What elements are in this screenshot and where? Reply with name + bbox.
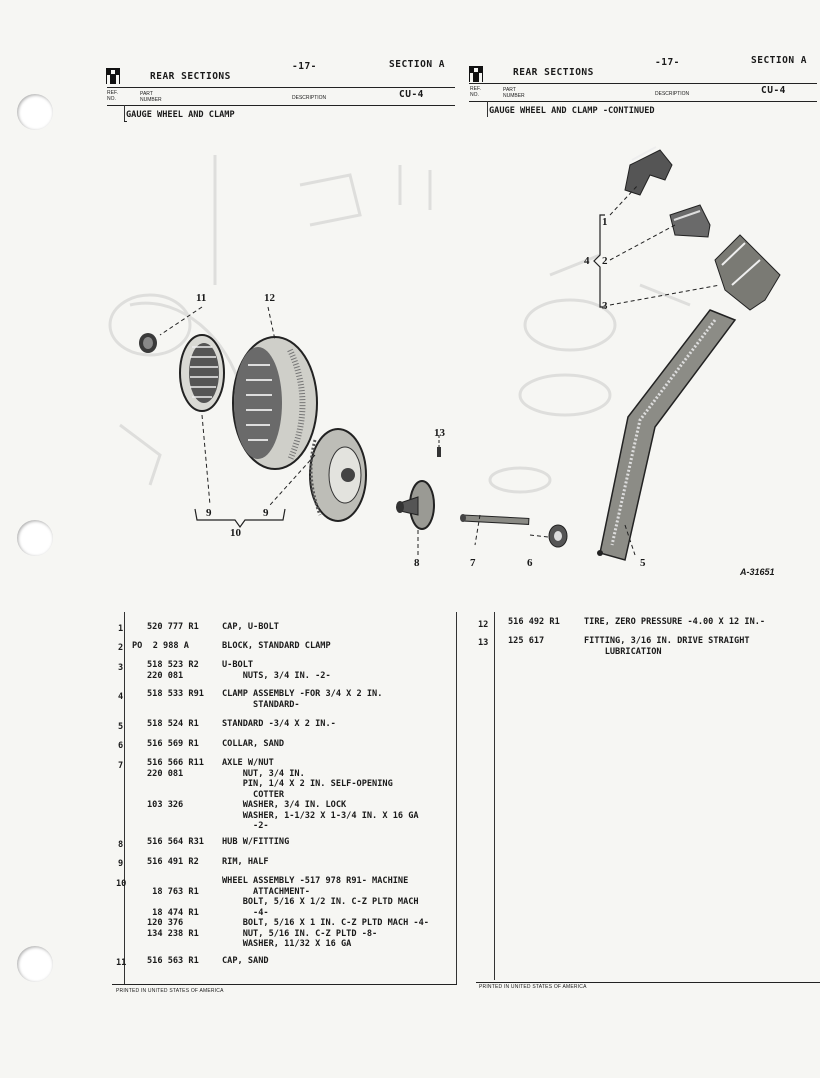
hub-part bbox=[396, 481, 434, 529]
left-desc-column-rule bbox=[456, 612, 457, 984]
left-col-part: PART NUMBER bbox=[140, 91, 162, 103]
part-number: 516 563 R1 bbox=[147, 956, 199, 966]
left-exploded-diagram bbox=[100, 125, 470, 555]
part-description: STANDARD -3/4 X 2 IN.- bbox=[222, 719, 336, 729]
right-section-title: REAR SECTIONS bbox=[513, 67, 594, 78]
right-footer: PRINTED IN UNITED STATES OF AMERICA bbox=[479, 984, 587, 990]
callout-6: 6 bbox=[527, 557, 533, 569]
ref-number: 11 bbox=[116, 958, 127, 968]
punch-hole bbox=[17, 94, 53, 130]
right-header-rule bbox=[469, 83, 817, 84]
part-number: 518 523 R2 220 081 bbox=[147, 660, 199, 681]
left-section-label: SECTION A bbox=[389, 59, 445, 70]
left-section-title: REAR SECTIONS bbox=[150, 71, 231, 82]
punch-hole bbox=[17, 946, 53, 982]
callout-1: 1 bbox=[602, 216, 608, 228]
rim-half-right-part bbox=[310, 429, 366, 521]
bleed-through-shadow bbox=[490, 255, 690, 492]
right-page-number: -17- bbox=[655, 57, 680, 68]
part-number: 125 617 bbox=[508, 636, 545, 646]
left-header-rule bbox=[107, 87, 455, 88]
right-group-title: GAUGE WHEEL AND CLAMP -CONTINUED bbox=[489, 106, 655, 116]
ref-number: 9 bbox=[118, 859, 124, 869]
callout-7: 7 bbox=[470, 557, 476, 569]
ref-number: 3 bbox=[118, 663, 124, 673]
ref-number: 8 bbox=[118, 840, 124, 850]
standard-bar-part bbox=[597, 310, 735, 560]
ref-number: 7 bbox=[118, 761, 124, 771]
right-exploded-diagram bbox=[460, 135, 800, 585]
callout-10: 10 bbox=[230, 527, 241, 539]
u-bolt-cap-part bbox=[625, 147, 672, 195]
right-header-rule-bottom bbox=[469, 101, 817, 102]
left-header-rule-bottom bbox=[107, 105, 455, 106]
right-ref-column-rule-lower bbox=[494, 612, 495, 980]
part-description: CAP, U-BOLT bbox=[222, 622, 279, 632]
callout-2: 2 bbox=[602, 255, 608, 267]
collar-part bbox=[549, 525, 567, 547]
part-description: U-BOLT NUTS, 3/4 IN. -2- bbox=[222, 660, 331, 681]
u-bolt-part bbox=[715, 235, 780, 310]
ih-logo-icon bbox=[469, 66, 483, 82]
left-group-title: GAUGE WHEEL AND CLAMP bbox=[126, 110, 235, 120]
callout-4: 4 bbox=[584, 255, 590, 267]
part-description: WHEEL ASSEMBLY -517 978 R91- MACHINE ATTACHMENT- BOLT, 5/16 X 1/2 IN. C-Z PLTD MACH -4- BOLT, 5/16 X 1 IN. C-Z PLTD MACH -4- NUT, 5/16 IN. C-Z PLTD -8- WASHER, 11/32 X 16 GA bbox=[222, 876, 429, 949]
left-group-title-rule bbox=[124, 121, 127, 122]
callout-5: 5 bbox=[640, 557, 646, 569]
callout-8: 8 bbox=[414, 557, 420, 569]
ref-number: 6 bbox=[118, 741, 124, 751]
callout-13: 13 bbox=[434, 427, 445, 439]
punch-hole bbox=[17, 520, 53, 556]
left-page-number: -17- bbox=[292, 61, 317, 72]
right-col-ref: REF. NO. bbox=[470, 86, 481, 98]
part-number: 518 533 R91 bbox=[147, 689, 204, 699]
right-ref-column-rule bbox=[487, 101, 488, 117]
part-number: 516 569 R1 bbox=[147, 739, 199, 749]
sand-cap-part bbox=[139, 333, 157, 353]
standard-clamp-block-part bbox=[670, 205, 710, 237]
ref-number: 13 bbox=[478, 638, 489, 648]
part-description: COLLAR, SAND bbox=[222, 739, 285, 749]
part-description: CAP, SAND bbox=[222, 956, 269, 966]
left-ref-column-rule bbox=[124, 105, 125, 121]
right-section-label: SECTION A bbox=[751, 55, 807, 66]
figure-number: A-31651 bbox=[740, 567, 775, 577]
right-bottom-rule bbox=[476, 982, 820, 983]
callout-9-left: 9 bbox=[206, 507, 212, 519]
part-number: PO 2 988 A bbox=[132, 641, 189, 651]
part-number: 520 777 R1 bbox=[147, 622, 199, 632]
part-description: RIM, HALF bbox=[222, 857, 269, 867]
right-col-part: PART NUMBER bbox=[503, 87, 525, 99]
ih-logo-icon bbox=[106, 68, 120, 84]
callout-9-right: 9 bbox=[263, 507, 269, 519]
right-col-desc: DESCRIPTION bbox=[655, 91, 690, 97]
ref-number: 1 bbox=[118, 624, 124, 634]
ref-number: 5 bbox=[118, 722, 124, 732]
part-description: AXLE W/NUT NUT, 3/4 IN. PIN, 1/4 X 2 IN. SELF-OPENING COTTER WASHER, 3/4 IN. LOCK WASHER, 1-1/32 X 1-3/4 IN. X 16 GA -2- bbox=[222, 758, 419, 831]
left-catalog-code: CU-4 bbox=[399, 89, 424, 100]
tire-part bbox=[233, 337, 317, 469]
axle-part bbox=[460, 514, 529, 524]
part-description: FITTING, 3/16 IN. DRIVE STRAIGHT LUBRICATION bbox=[584, 636, 750, 657]
part-number: 18 763 R1 18 474 R1 120 376 134 238 R1 bbox=[147, 886, 199, 939]
ref-number: 4 bbox=[118, 692, 124, 702]
rim-half-left-part bbox=[180, 335, 224, 411]
callout-12: 12 bbox=[264, 292, 275, 304]
callout-11: 11 bbox=[196, 292, 207, 304]
part-number: 516 491 R2 bbox=[147, 857, 199, 867]
left-col-ref: REF. NO. bbox=[107, 90, 118, 102]
left-footer: PRINTED IN UNITED STATES OF AMERICA bbox=[116, 988, 224, 994]
part-number: 516 566 R11 220 081 103 326 bbox=[147, 758, 204, 810]
part-number: 516 492 R1 bbox=[508, 617, 560, 627]
ref-number: 12 bbox=[478, 620, 489, 630]
left-bottom-rule bbox=[112, 984, 457, 985]
callout-3: 3 bbox=[602, 300, 608, 312]
part-number: 516 564 R31 bbox=[147, 837, 204, 847]
left-col-desc: DESCRIPTION bbox=[292, 95, 327, 101]
right-catalog-code: CU-4 bbox=[761, 85, 786, 96]
ref-number: 10 bbox=[116, 879, 127, 889]
left-ref-column-rule-lower bbox=[124, 612, 125, 984]
part-description: CLAMP ASSEMBLY -FOR 3/4 X 2 IN. STANDARD- bbox=[222, 689, 383, 710]
part-number: 518 524 R1 bbox=[147, 719, 199, 729]
part-description: HUB W/FITTING bbox=[222, 837, 290, 847]
part-description: TIRE, ZERO PRESSURE -4.00 X 12 IN.- bbox=[584, 617, 766, 627]
part-description: BLOCK, STANDARD CLAMP bbox=[222, 641, 331, 651]
ref-number: 2 bbox=[118, 643, 124, 653]
